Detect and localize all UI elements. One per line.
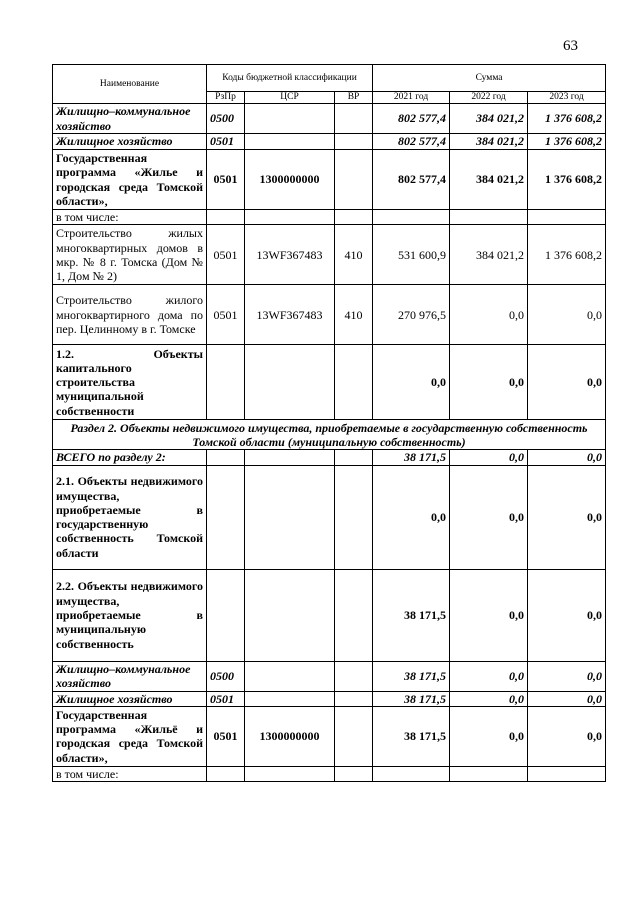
row-name: 2.1. Объекты недвижимого имущества, приобретаемые в государственную собственность Томской области — [53, 465, 207, 569]
row-2023: 1 376 608,2 — [528, 134, 606, 150]
row-rzpr: 0500 — [207, 661, 245, 691]
row-name: Строительство жилых многоквартирных домов в мкр. № 8 г. Томска (Дом № 1, Дом № 2) — [53, 225, 207, 285]
header-csr: ЦСР — [245, 92, 335, 104]
row-csr: 1300000000 — [245, 150, 335, 210]
table-header-row — [53, 65, 606, 92]
header-name: Наименование — [53, 65, 207, 104]
section-row — [53, 420, 606, 450]
row-2021: 802 577,4 — [373, 104, 450, 134]
row-2023: 0,0 — [528, 569, 606, 661]
row-name: Строительство жилого многоквартирного дома по пер. Целинному в г. Томске — [53, 285, 207, 345]
header-sum: Сумма — [373, 65, 606, 92]
table-row — [53, 225, 606, 285]
row-name: 1.2. Объекты капитального строительства муниципальной собственности — [53, 345, 207, 420]
row-2023: 0,0 — [528, 661, 606, 691]
row-2022: 0,0 — [450, 569, 528, 661]
budget-table — [52, 64, 606, 782]
table-row — [53, 706, 606, 766]
table-row — [53, 134, 606, 150]
header-2021: 2021 год — [373, 92, 450, 104]
row-2022: 384 021,2 — [450, 104, 528, 134]
row-name: Государственная программа «Жильё и городская среда Томской области», — [53, 706, 207, 766]
table-row — [53, 150, 606, 210]
row-2022: 0,0 — [450, 465, 528, 569]
row-name: Жилищное хозяйство — [53, 134, 207, 150]
row-vr: 410 — [335, 285, 373, 345]
row-rzpr: 0501 — [207, 150, 245, 210]
row-2022: 0,0 — [450, 706, 528, 766]
row-2021: 802 577,4 — [373, 150, 450, 210]
row-csr: 1300000000 — [245, 706, 335, 766]
table-row — [53, 661, 606, 691]
row-name: 2.2. Объекты недвижимого имущества, приобретаемые в муниципальную собственность — [53, 569, 207, 661]
row-2021: 802 577,4 — [373, 134, 450, 150]
row-2021: 38 171,5 — [373, 706, 450, 766]
header-vr: ВР — [335, 92, 373, 104]
row-2023: 0,0 — [528, 706, 606, 766]
row-2022: 384 021,2 — [450, 225, 528, 285]
row-rzpr: 0500 — [207, 104, 245, 134]
row-2022: 384 021,2 — [450, 150, 528, 210]
row-2022: 0,0 — [450, 285, 528, 345]
row-2023: 1 376 608,2 — [528, 104, 606, 134]
header-rzpr: РзПр — [207, 92, 245, 104]
header-2023: 2023 год — [528, 92, 606, 104]
table-row — [53, 766, 606, 781]
header-codes: Коды бюджетной классификации — [207, 65, 373, 92]
row-rzpr: 0501 — [207, 285, 245, 345]
row-rzpr: 0501 — [207, 134, 245, 150]
row-2023: 1 376 608,2 — [528, 225, 606, 285]
table-row — [53, 569, 606, 661]
table-row — [53, 104, 606, 134]
row-2023: 0,0 — [528, 285, 606, 345]
section-title: Раздел 2. Объекты недвижимого имущества, приобретаемые в государственную собственность Томской области (муниципальную собственность) — [53, 420, 606, 450]
row-2022: 0,0 — [450, 691, 528, 706]
row-rzpr: 0501 — [207, 225, 245, 285]
row-2023: 0,0 — [528, 691, 606, 706]
row-2023: 0,0 — [528, 345, 606, 420]
table-row — [53, 285, 606, 345]
table-row — [53, 345, 606, 420]
row-rzpr: 0501 — [207, 706, 245, 766]
row-2023: 0,0 — [528, 450, 606, 465]
table-row — [53, 465, 606, 569]
row-2021: 531 600,9 — [373, 225, 450, 285]
row-name: в том числе: — [53, 766, 207, 781]
row-name: Жилищно–коммунальное хозяйство — [53, 661, 207, 691]
row-name: Жилищное хозяйство — [53, 691, 207, 706]
row-2022: 384 021,2 — [450, 134, 528, 150]
row-name: Жилищно–коммунальное хозяйство — [53, 104, 207, 134]
row-2022: 0,0 — [450, 450, 528, 465]
row-2021: 38 171,5 — [373, 691, 450, 706]
row-name: в том числе: — [53, 210, 207, 225]
page-number: 63 — [563, 38, 578, 54]
row-2021: 38 171,5 — [373, 569, 450, 661]
row-csr: 13WF367483 — [245, 285, 335, 345]
row-2021: 0,0 — [373, 345, 450, 420]
row-2021: 270 976,5 — [373, 285, 450, 345]
row-csr: 13WF367483 — [245, 225, 335, 285]
row-2023: 0,0 — [528, 465, 606, 569]
table-row — [53, 450, 606, 465]
table-row — [53, 210, 606, 225]
row-name: ВСЕГО по разделу 2: — [53, 450, 207, 465]
row-2022: 0,0 — [450, 345, 528, 420]
header-2022: 2022 год — [450, 92, 528, 104]
row-2021: 38 171,5 — [373, 661, 450, 691]
row-2022: 0,0 — [450, 661, 528, 691]
row-2023: 1 376 608,2 — [528, 150, 606, 210]
row-vr: 410 — [335, 225, 373, 285]
row-2021: 38 171,5 — [373, 450, 450, 465]
table-row — [53, 691, 606, 706]
row-2021: 0,0 — [373, 465, 450, 569]
row-rzpr: 0501 — [207, 691, 245, 706]
row-name: Государственная программа «Жилье и городская среда Томской области», — [53, 150, 207, 210]
